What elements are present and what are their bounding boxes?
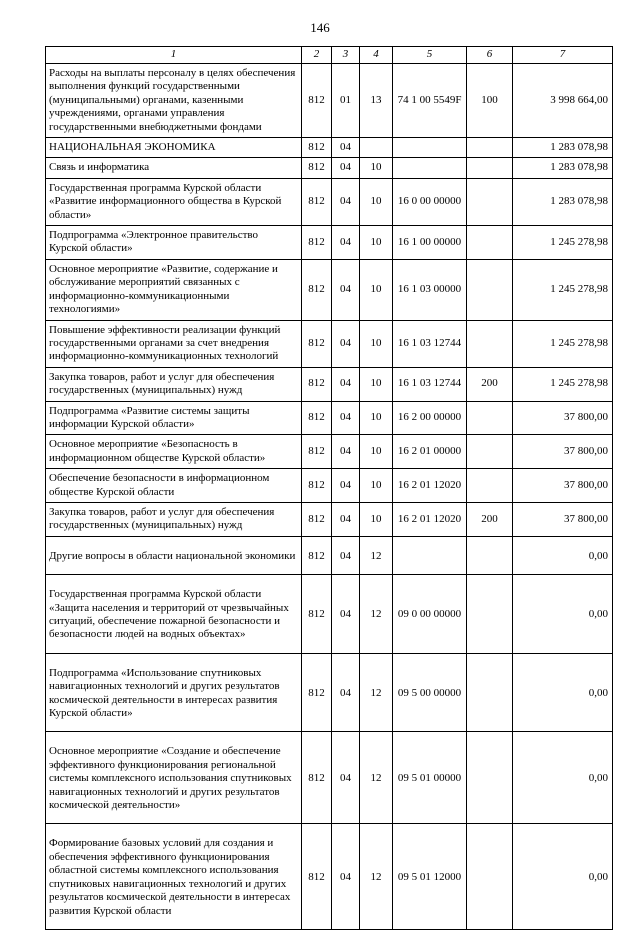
- expense-name-cell: Государственная программа Курской области «Защита населения и территорий от чрезвычайных ситуаций, обеспечение пожарной безопасности и безопасности людей на водных объектах»: [46, 575, 302, 654]
- target-article-code-cell: 16 1 03 12744: [393, 367, 467, 401]
- section-code-cell: 04: [332, 435, 360, 469]
- subsection-code-cell: 10: [360, 367, 393, 401]
- expense-type-code-cell: [467, 653, 513, 732]
- table-row: [46, 367, 613, 401]
- subsection-code-cell: 12: [360, 536, 393, 574]
- column-header-3: 3: [332, 47, 360, 64]
- section-code-cell: 04: [332, 158, 360, 178]
- table-row: [46, 158, 613, 178]
- expense-type-code-cell: 200: [467, 502, 513, 536]
- expense-name-cell: НАЦИОНАЛЬНАЯ ЭКОНОМИКА: [46, 138, 302, 158]
- subsection-code-cell: 10: [360, 469, 393, 503]
- expense-type-code-cell: [467, 226, 513, 260]
- amount-cell: 0,00: [513, 575, 613, 654]
- amount-cell: 0,00: [513, 536, 613, 574]
- expense-type-code-cell: [467, 824, 513, 929]
- grbs-code-cell: 812: [302, 653, 332, 732]
- grbs-code-cell: 812: [302, 259, 332, 320]
- section-code-cell: 04: [332, 824, 360, 929]
- table-row: [46, 226, 613, 260]
- subsection-code-cell: 10: [360, 226, 393, 260]
- table-row: [46, 536, 613, 574]
- expense-name-cell: Государственная программа Курской области «Развитие информационного общества в Курской области»: [46, 178, 302, 225]
- target-article-code-cell: 16 0 00 00000: [393, 178, 467, 225]
- section-code-cell: 04: [332, 536, 360, 574]
- target-article-code-cell: 09 0 00 00000: [393, 575, 467, 654]
- target-article-code-cell: 16 2 00 00000: [393, 401, 467, 435]
- section-code-cell: 04: [332, 367, 360, 401]
- section-code-cell: 04: [332, 320, 360, 367]
- grbs-code-cell: 812: [302, 502, 332, 536]
- target-article-code-cell: 09 5 00 00000: [393, 653, 467, 732]
- section-code-cell: 04: [332, 653, 360, 732]
- grbs-code-cell: 812: [302, 401, 332, 435]
- table-row: [46, 824, 613, 929]
- expense-type-code-cell: [467, 401, 513, 435]
- section-code-cell: 04: [332, 469, 360, 503]
- target-article-code-cell: 16 1 03 12744: [393, 320, 467, 367]
- expense-type-code-cell: [467, 469, 513, 503]
- column-header-4: 4: [360, 47, 393, 64]
- table-body: [46, 64, 613, 930]
- subsection-code-cell: 10: [360, 320, 393, 367]
- target-article-code-cell: 16 2 01 12020: [393, 502, 467, 536]
- table-row: [46, 64, 613, 138]
- expense-type-code-cell: 200: [467, 367, 513, 401]
- grbs-code-cell: 812: [302, 138, 332, 158]
- subsection-code-cell: 10: [360, 178, 393, 225]
- table-row: [46, 502, 613, 536]
- expense-type-code-cell: [467, 178, 513, 225]
- amount-cell: 1 245 278,98: [513, 320, 613, 367]
- expense-name-cell: Основное мероприятие «Безопасность в информационном обществе Курской области»: [46, 435, 302, 469]
- expense-type-code-cell: 100: [467, 64, 513, 138]
- table-row: [46, 575, 613, 654]
- grbs-code-cell: 812: [302, 367, 332, 401]
- grbs-code-cell: 812: [302, 226, 332, 260]
- expense-name-cell: Основное мероприятие «Создание и обеспечение эффективного функционирования региональной системы комплексного использования спутниковых навигационных технологий и других результатов космической деятельности»: [46, 732, 302, 824]
- subsection-code-cell: 10: [360, 158, 393, 178]
- subsection-code-cell: 12: [360, 575, 393, 654]
- grbs-code-cell: 812: [302, 469, 332, 503]
- expense-name-cell: Подпрограмма «Электронное правительство Курской области»: [46, 226, 302, 260]
- grbs-code-cell: 812: [302, 178, 332, 225]
- target-article-code-cell: 16 2 01 00000: [393, 435, 467, 469]
- subsection-code-cell: 10: [360, 259, 393, 320]
- expense-type-code-cell: [467, 138, 513, 158]
- grbs-code-cell: 812: [302, 158, 332, 178]
- expense-name-cell: Другие вопросы в области национальной экономики: [46, 536, 302, 574]
- column-header-1: 1: [46, 47, 302, 64]
- expense-type-code-cell: [467, 158, 513, 178]
- amount-cell: 1 283 078,98: [513, 178, 613, 225]
- table-row: [46, 178, 613, 225]
- expense-name-cell: Закупка товаров, работ и услуг для обеспечения государственных (муниципальных) нужд: [46, 502, 302, 536]
- budget-expenditure-table: [45, 46, 613, 930]
- column-header-6: 6: [467, 47, 513, 64]
- expense-type-code-cell: [467, 435, 513, 469]
- column-header-2: 2: [302, 47, 332, 64]
- section-code-cell: 04: [332, 401, 360, 435]
- expense-name-cell: Подпрограмма «Развитие системы защиты информации Курской области»: [46, 401, 302, 435]
- expense-name-cell: Повышение эффективности реализации функций государственными органами за счет внедрения информационно-коммуникационных технологий: [46, 320, 302, 367]
- column-header-7: 7: [513, 47, 613, 64]
- target-article-code-cell: 16 1 00 00000: [393, 226, 467, 260]
- section-code-cell: 04: [332, 502, 360, 536]
- expense-name-cell: Закупка товаров, работ и услуг для обеспечения государственных (муниципальных) нужд: [46, 367, 302, 401]
- subsection-code-cell: 10: [360, 401, 393, 435]
- column-header-5: 5: [393, 47, 467, 64]
- expense-type-code-cell: [467, 575, 513, 654]
- amount-cell: 1 245 278,98: [513, 259, 613, 320]
- amount-cell: 37 800,00: [513, 469, 613, 503]
- subsection-code-cell: 12: [360, 653, 393, 732]
- target-article-code-cell: 16 2 01 12020: [393, 469, 467, 503]
- amount-cell: 0,00: [513, 824, 613, 929]
- amount-cell: 0,00: [513, 653, 613, 732]
- subsection-code-cell: 13: [360, 64, 393, 138]
- subsection-code-cell: 10: [360, 502, 393, 536]
- expense-name-cell: Основное мероприятие «Развитие, содержание и обслуживание мероприятий связанных с информационно-коммуникационными технологиями»: [46, 259, 302, 320]
- amount-cell: 37 800,00: [513, 502, 613, 536]
- section-code-cell: 04: [332, 178, 360, 225]
- expense-name-cell: Подпрограмма «Использование спутниковых навигационных технологий и других результатов космической деятельности в интересах развития Курской области»: [46, 653, 302, 732]
- table-row: [46, 259, 613, 320]
- grbs-code-cell: 812: [302, 64, 332, 138]
- amount-cell: 1 245 278,98: [513, 226, 613, 260]
- amount-cell: 37 800,00: [513, 435, 613, 469]
- expense-type-code-cell: [467, 536, 513, 574]
- table-row: [46, 320, 613, 367]
- expense-name-cell: Обеспечение безопасности в информационном обществе Курской области: [46, 469, 302, 503]
- grbs-code-cell: 812: [302, 435, 332, 469]
- expense-name-cell: Формирование базовых условий для создания и обеспечения эффективного функционирования областной системы комплексного использования спутниковых навигационных технологий и других результатов космической деятельности в интересах развития Курской области: [46, 824, 302, 929]
- section-code-cell: 04: [332, 226, 360, 260]
- amount-cell: 3 998 664,00: [513, 64, 613, 138]
- amount-cell: 0,00: [513, 732, 613, 824]
- table-row: [46, 469, 613, 503]
- section-code-cell: 04: [332, 575, 360, 654]
- subsection-code-cell: 10: [360, 435, 393, 469]
- target-article-code-cell: 74 1 00 5549F: [393, 64, 467, 138]
- amount-cell: 1 245 278,98: [513, 367, 613, 401]
- table-row: [46, 435, 613, 469]
- grbs-code-cell: 812: [302, 575, 332, 654]
- target-article-code-cell: [393, 158, 467, 178]
- target-article-code-cell: 16 1 03 00000: [393, 259, 467, 320]
- subsection-code-cell: 12: [360, 732, 393, 824]
- table-row: [46, 732, 613, 824]
- section-code-cell: 04: [332, 732, 360, 824]
- expense-name-cell: Расходы на выплаты персоналу в целях обеспечения выполнения функций государственными (муниципальными) органами, казенными учреждениями, органами управления государственными внебюджетными фондами: [46, 64, 302, 138]
- expense-type-code-cell: [467, 259, 513, 320]
- section-code-cell: 04: [332, 259, 360, 320]
- grbs-code-cell: 812: [302, 732, 332, 824]
- target-article-code-cell: [393, 536, 467, 574]
- section-code-cell: 04: [332, 138, 360, 158]
- section-code-cell: 01: [332, 64, 360, 138]
- amount-cell: 1 283 078,98: [513, 158, 613, 178]
- expense-name-cell: Связь и информатика: [46, 158, 302, 178]
- page-number: 146: [310, 20, 330, 35]
- target-article-code-cell: 09 5 01 12000: [393, 824, 467, 929]
- grbs-code-cell: 812: [302, 536, 332, 574]
- table-row: [46, 653, 613, 732]
- amount-cell: 1 283 078,98: [513, 138, 613, 158]
- table-row: [46, 138, 613, 158]
- grbs-code-cell: 812: [302, 320, 332, 367]
- target-article-code-cell: [393, 138, 467, 158]
- grbs-code-cell: 812: [302, 824, 332, 929]
- target-article-code-cell: 09 5 01 00000: [393, 732, 467, 824]
- expense-type-code-cell: [467, 320, 513, 367]
- expense-type-code-cell: [467, 732, 513, 824]
- table-header-row: [46, 47, 613, 64]
- subsection-code-cell: 12: [360, 824, 393, 929]
- subsection-code-cell: [360, 138, 393, 158]
- amount-cell: 37 800,00: [513, 401, 613, 435]
- table-row: [46, 401, 613, 435]
